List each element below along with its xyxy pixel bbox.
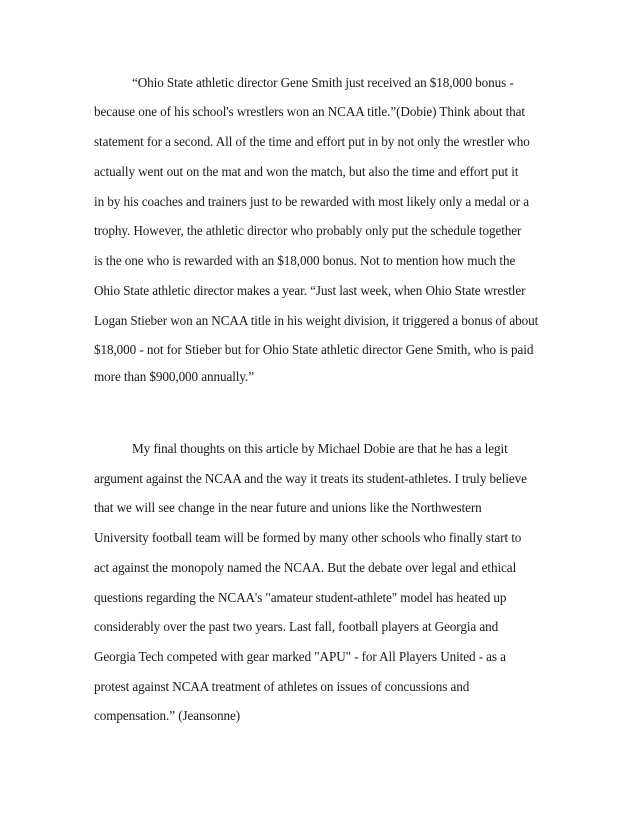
text-line: Logan Stieber won an NCAA title in his weight division, it triggered a bonus of about [94, 313, 539, 328]
text-line: Ohio State athletic director makes a year. “Just last week, when Ohio State wrestler [94, 283, 526, 298]
text-line: considerably over the past two years. Last fall, football players at Georgia and [94, 619, 499, 634]
text-line: that we will see change in the near future and unions like the Northwestern [94, 500, 482, 515]
text-line: My final thoughts on this article by Michael Dobie are that he has a legit [132, 441, 508, 456]
text-line: act against the monopoly named the NCAA. But the debate over legal and ethical [94, 560, 517, 575]
text-line: in by his coaches and trainers just to be rewarded with most likely only a medal or a [94, 194, 529, 209]
text-line: trophy. However, the athletic director who probably only put the schedule together [94, 223, 522, 238]
text-line: “Ohio State athletic director Gene Smith just received an $18,000 bonus - [132, 75, 514, 90]
text-line: is the one who is rewarded with an $18,000 bonus. Not to mention how much the [94, 253, 516, 268]
text-line: argument against the NCAA and the way it treats its student-athletes. I truly believe [94, 471, 527, 486]
text-line: more than $900,000 annually.” [94, 369, 254, 384]
text-line: actually went out on the mat and won the match, but also the time and effort put it [94, 164, 519, 179]
text-line: because one of his school's wrestlers won an NCAA title.”(Dobie) Think about that [94, 104, 525, 119]
text-line: Georgia Tech competed with gear marked "APU" - for All Players United - as a [94, 649, 506, 664]
text-line: protest against NCAA treatment of athletes on issues of concussions and [94, 679, 470, 694]
text-line: $18,000 - not for Stieber but for Ohio State athletic director Gene Smith, who is paid [94, 342, 534, 357]
text-line: compensation.” (Jeansonne) [94, 708, 241, 723]
text-line: questions regarding the NCAA's "amateur student-athlete" model has heated up [94, 590, 507, 605]
text-line: statement for a second. All of the time and effort put in by not only the wrestler who [94, 134, 530, 149]
text-line: University football team will be formed by many other schools who finally start to [94, 530, 522, 545]
